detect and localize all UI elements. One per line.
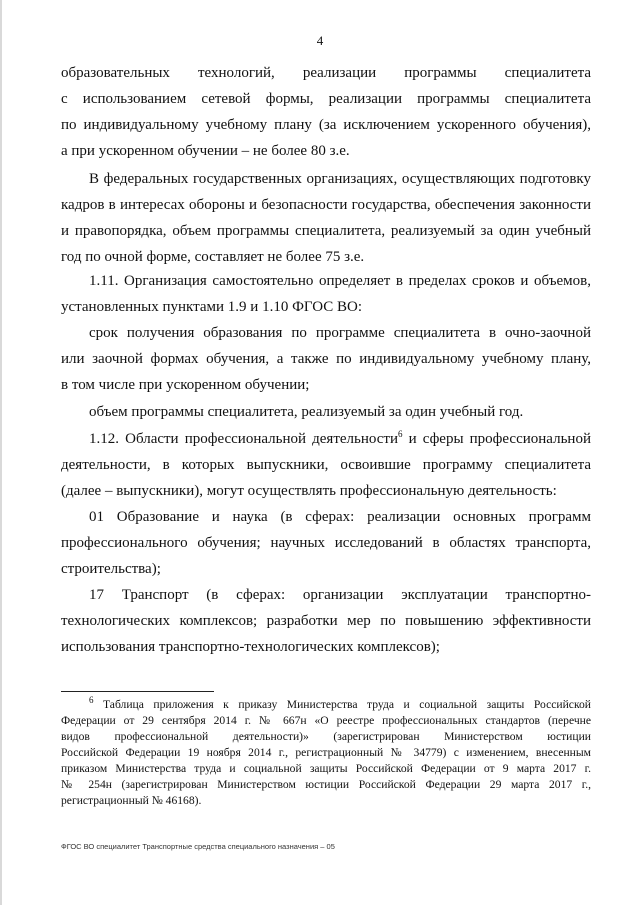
footnote-line [89,697,591,713]
text-line: срок получения образования по программе специалитета в очно-заочной [89,325,591,341]
text-line: 01 Образование и наука (в сферах: реализации основных программ [89,509,591,525]
text-line: год по очной форме, составляет не более 75 з.е. [61,249,365,265]
text-line: установленных пунктами 1.9 и 1.10 ФГОС ВО: [61,299,363,315]
text-line: по индивидуальному учебному плану (за исключением ускоренного обучения), [61,117,591,133]
text-line: 17 Транспорт (в сферах: организации эксплуатации транспортно- [89,587,591,603]
text-line: В федеральных государственных организациях, осуществляющих подготовку [89,171,591,187]
scan-edge [0,0,2,905]
text-line: и правопорядка, объем программы специалитета, реализуемый за один учебный [61,223,591,239]
text-line [89,429,591,449]
text-line: или заочной формах обучения, а также по индивидуальному учебному плану, [61,351,591,367]
footnote-line: № 254н (зарегистрирован Министерством юстиции Российской Федерации 29 марта 2017 г., [61,778,591,791]
footnote-divider [61,691,214,692]
text-line: объем программы специалитета, реализуемый за один учебный год. [89,404,524,420]
text-line: (далее – выпускники), могут осуществлять профессиональную деятельность: [61,483,557,499]
footnote-line: Российской Федерации 19 ноября 2014 г., регистрационный № 34779) с изменением, внесенным [61,746,591,759]
text-line: профессионального обучения; научных исследований в областях транспорта, [61,535,591,551]
text-line: кадров в интересах обороны и безопасности государства, обеспечения законности [61,197,591,213]
footnote-line: видов профессиональной деятельности)» (зарегистрирован Министерством юстиции [61,730,591,743]
text-line: образовательных технологий, реализации программы специалитета [61,65,591,81]
text-line: строительства); [61,561,161,577]
text-line: 1.11. Организация самостоятельно определяет в пределах сроков и объемов, [89,273,591,289]
text-line: технологических комплексов; разработки мер по повышению эффективности [61,613,591,629]
footnote-line: приказом Министерства труда и социальной защиты Российской Федерации от 9 марта 2017 г. [61,762,591,775]
page-footer: ФГОС ВО специалитет Транспортные средства специального назначения – 05 [61,842,335,851]
text-line: использования транспортно-технологических комплексов); [61,639,440,655]
text-segment: и сферы профессиональной [402,431,591,447]
footnote-ref: 6 [398,429,403,439]
footnote-line: Федерации от 29 сентября 2014 г. № 667н «О реестре профессиональных стандартов (перечне [61,714,591,727]
page-number: 4 [316,33,324,48]
text-line: деятельности, в которых выпускники, освоившие программу специалитета [61,457,591,473]
text-line: с использованием сетевой формы, реализации программы специалитета [61,91,591,107]
text-line: в том числе при ускоренном обучении; [61,377,310,393]
footnote-line: регистрационный № 46168). [61,794,202,807]
text-segment: Таблица приложения к приказу Министерства труда и социальной защиты Российской [93,698,591,711]
text-line: а при ускоренном обучении – не более 80 з.е. [61,143,350,159]
text-segment: 1.12. Области профессиональной деятельности [89,431,398,447]
footnote-marker: 6 [89,695,94,706]
